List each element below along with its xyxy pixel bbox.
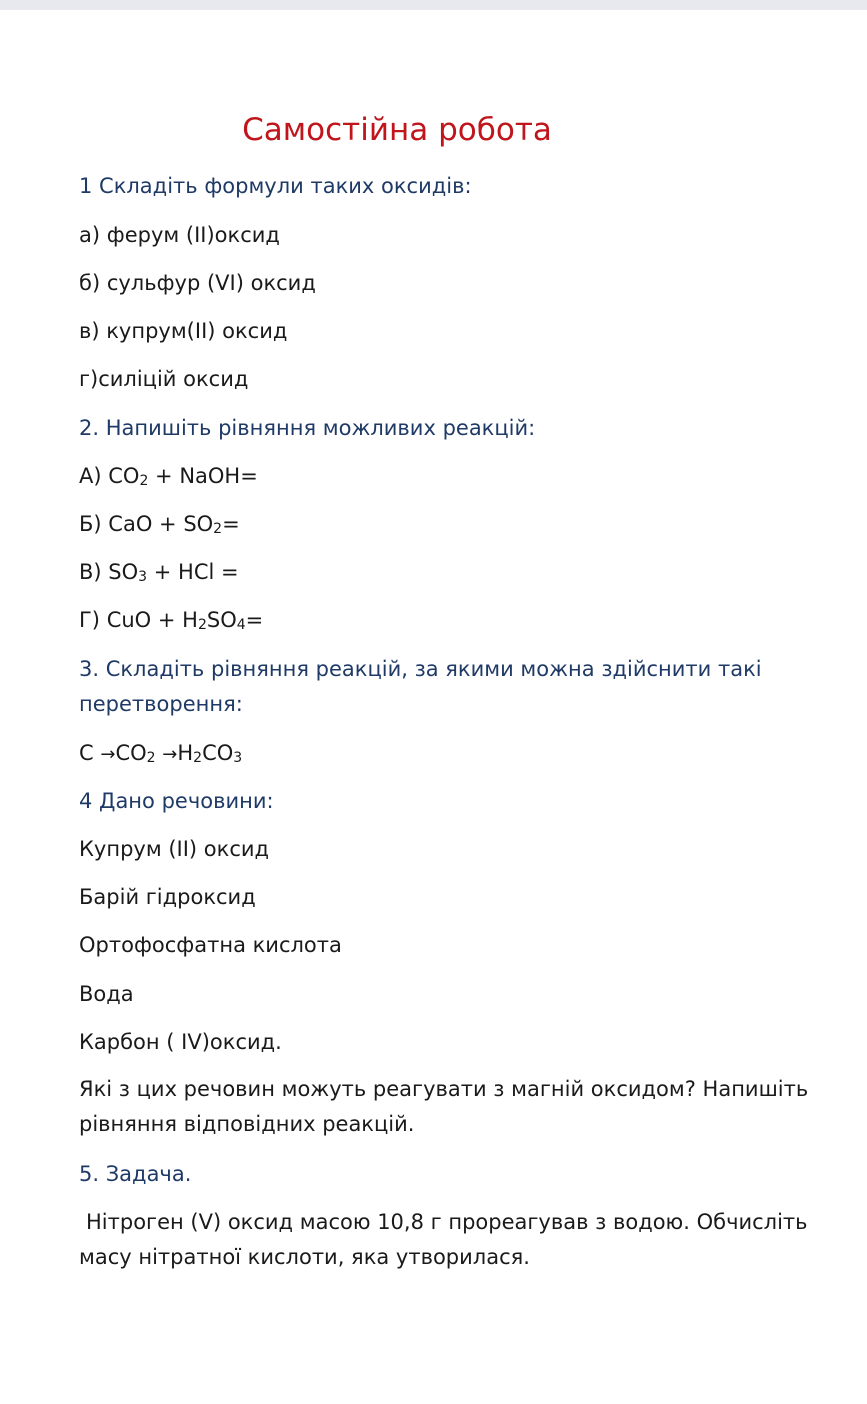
equals-sign: = <box>222 512 240 536</box>
equals-sign: = <box>245 608 264 632</box>
chain-substance: CO <box>115 741 147 765</box>
subscript: 2 <box>197 617 207 633</box>
reaction-label: Б) <box>79 512 102 536</box>
chain-substance: H <box>177 741 194 765</box>
top-bar <box>0 0 867 10</box>
reactant: CuO <box>106 608 152 632</box>
task1-item-d: г)силіцій оксид <box>79 367 249 391</box>
reactant: SO <box>183 512 214 536</box>
task1-item-b: б) сульфур (VI) оксид <box>79 271 316 295</box>
task5-heading: 5. Задача. <box>79 1162 192 1186</box>
reaction-label: Г) <box>79 608 100 632</box>
task4-substance: Купрум (ІІ) оксид <box>79 837 270 861</box>
task4-substance: Барій гідроксид <box>79 885 256 909</box>
subscript: 3 <box>233 750 243 766</box>
reaction-label: В) <box>79 560 102 584</box>
subscript: 2 <box>139 473 149 489</box>
task3-heading: 3. Складіть рівняння реакцій, за якими можна здійснити такі перетворення: <box>79 657 762 716</box>
reactant: CO <box>108 464 140 488</box>
task4-heading: 4 Дано речовини: <box>79 789 274 813</box>
subscript: 2 <box>193 750 203 766</box>
task1-item-c: в) купрум(ІІ) оксид <box>79 319 288 343</box>
task1-heading: 1 Складіть формули таких оксидів: <box>79 174 472 198</box>
reactant: NaOH= <box>179 464 258 488</box>
reactant: HCl = <box>178 560 239 584</box>
task2-reaction-a: А) $CO_2$ + NaOH= <box>79 464 258 489</box>
chain-substance: CO <box>202 741 234 765</box>
task4-substance: Ортофосфатна кислота <box>79 933 342 957</box>
task2-reaction-b: Б) CaO + $SO_2=$ <box>79 512 240 537</box>
task2-reaction-c: В) $SO_3$ + HCl = <box>79 560 239 585</box>
arrow-icon: → <box>162 744 178 765</box>
task4-substance: Карбон ( ІV)оксид. <box>79 1030 282 1054</box>
task2-heading: 2. Напишіть рівняння можливих реакцій: <box>79 416 536 440</box>
reactant: SO <box>108 560 139 584</box>
reactant: H <box>182 608 198 632</box>
page-title: Самостійна робота <box>242 112 552 148</box>
subscript: 4 <box>236 617 246 633</box>
subscript: 2 <box>146 750 156 766</box>
reactant: CaO <box>108 512 153 536</box>
reaction-label: А) <box>79 464 102 488</box>
arrow-icon: → <box>100 744 116 765</box>
task1-item-a: а) ферум (ІІ)оксид <box>79 223 280 247</box>
reactant: SO <box>206 608 237 632</box>
task2-reaction-d: Г) CuO + $H_2SO_4=$ <box>79 608 264 633</box>
task4-question: Які з цих речовин можуть реагувати з магній оксидом? Напишіть рівняння відповідних реакцій. <box>79 1077 809 1136</box>
subscript: 2 <box>213 521 223 537</box>
chain-substance: C <box>79 741 94 765</box>
task5-text: Нітроген (V) оксид масою 10,8 г прореагував з водою. Обчисліть масу нітратної кислоти, яка утворилася. <box>79 1210 808 1269</box>
task3-chain <box>79 736 242 772</box>
subscript: 3 <box>138 569 148 585</box>
task4-substance: Вода <box>79 982 134 1006</box>
